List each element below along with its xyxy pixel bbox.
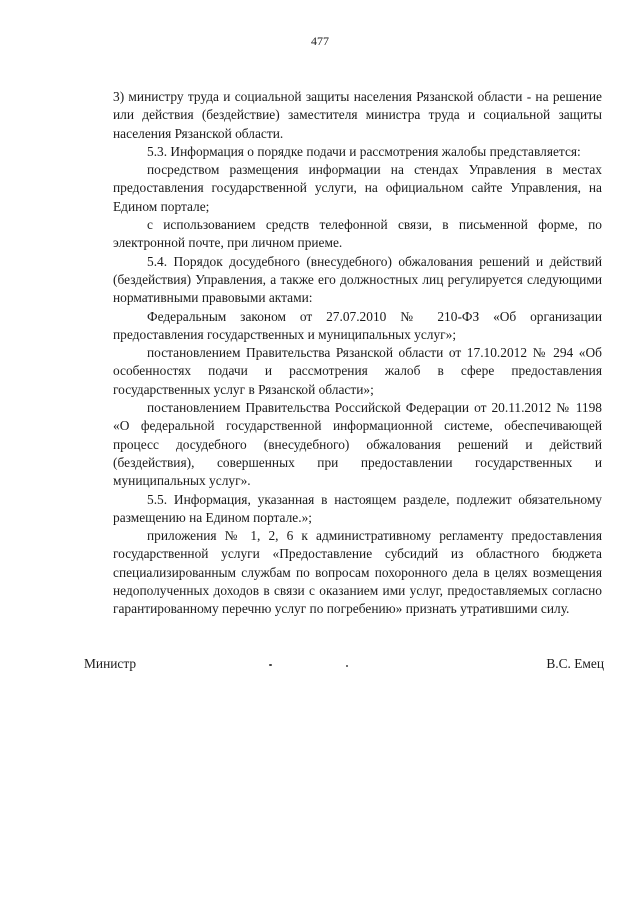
paragraph: 5.3. Информация о порядке подачи и рассмотрения жалобы представляется: [147, 143, 581, 159]
document-body [113, 88, 602, 619]
paragraph: постановлением Правительства Рязанской области от 17.10.2012 № 294 «Об особенностях подачи и рассмотрения жалоб в сфере предоставления государственных услуг в Рязанской области»; [113, 345, 602, 397]
paragraph: посредством размещения информации на стендах Управления в местах предоставления государственной услуги, на официальном сайте Управления, на Едином портале; [113, 162, 602, 214]
paragraph: 5.4. Порядок досудебного (внесудебного) обжалования решений и действий (бездействия) Управления, а также его должностных лиц регулируется следующими нормативными правовыми актами: [113, 253, 602, 306]
paragraph: приложения № 1, 2, 6 к административному регламенту предоставления государственной услуги «Предоставление субсидий из областного бюджета специализированным службам по вопросам похоронного дела в целях возмещения недополученных доходов в связи с оказанием ими услуг, предоставляемых согласно гарантированному перечню услуг по погребению» признать утратившими силу. [113, 528, 602, 617]
paragraph: с использованием средств телефонной связи, в письменной форме, по электронной почте, при личном приеме. [113, 217, 602, 251]
signatory-position: Министр [84, 656, 137, 671]
paragraph: Федеральным законом от 27.07.2010 № 210-ФЗ «Об организации предоставления государственных и муниципальных услуг»; [113, 308, 602, 342]
paragraph: 5.5. Информация, указанная в настоящем разделе, подлежит обязательному размещению на Едином портале.»; [113, 491, 602, 525]
signature-mark [269, 664, 272, 666]
paragraph: постановлением Правительства Российской Федерации от 20.11.2012 № 1198 «О федеральной государственной информационной системе, обеспечивающей процесс досудебного (внесудебного) обжалования решений и действий (бездействия), совершенных при предоставлении государственных и муниципальных услуг». [113, 400, 602, 489]
signature-mark [346, 665, 348, 667]
signatory-name: В.С. Емец [546, 656, 604, 671]
page-number: 477 [311, 34, 329, 48]
paragraph: 3) министру труда и социальной защиты населения Рязанской области - на решение или действия (бездействие) заместителя министра труда и социальной защиты населения Рязанской области. [113, 89, 602, 141]
